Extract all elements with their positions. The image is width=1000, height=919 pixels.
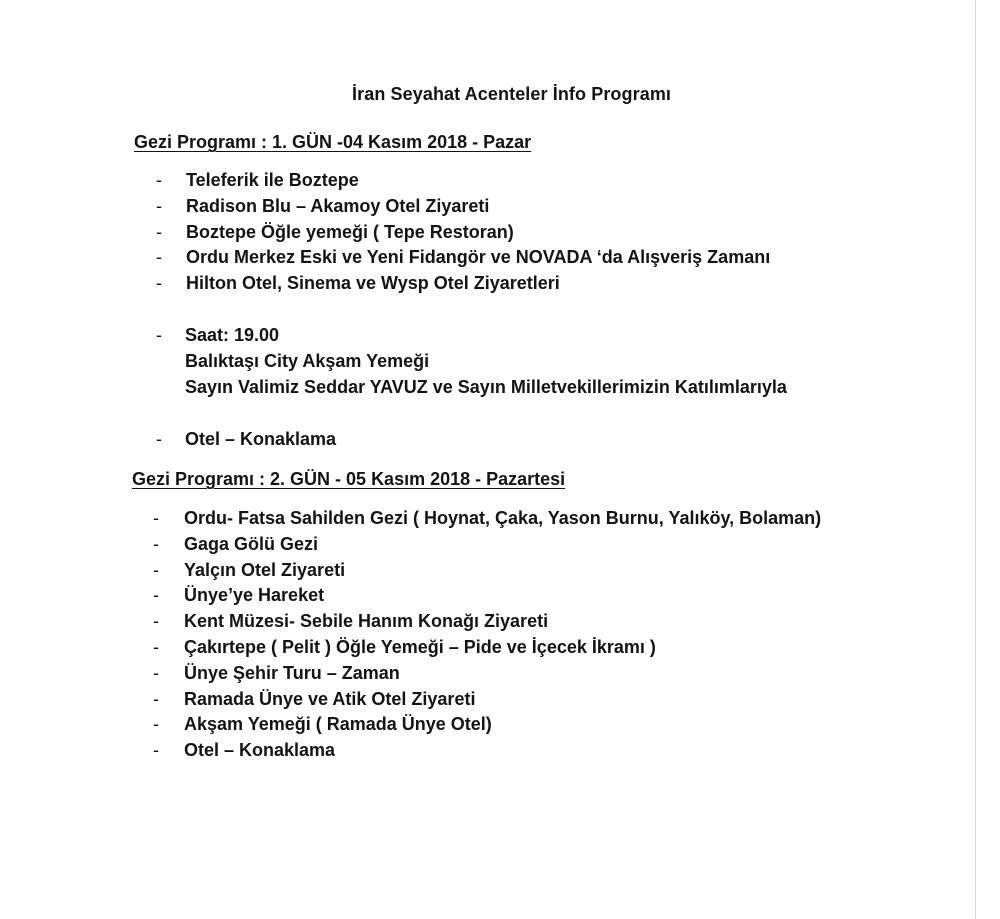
dinner-place-text: Balıktaşı City Akşam Yemeği [185, 350, 430, 371]
dash-bullet: - [153, 688, 159, 709]
document-title: İran Seyahat Acenteler İnfo Programı [352, 84, 672, 104]
scan-edge-line [975, 0, 976, 919]
list-item-text: Hilton Otel, Sinema ve Wysp Otel Ziyaretleri [186, 273, 560, 294]
dinner-time-text: Saat: 19.00 [185, 325, 280, 345]
list-item-text: Yalçın Otel Ziyareti [184, 559, 346, 580]
dash-bullet: - [156, 221, 162, 242]
list-item-text: Kent Müzesi- Sebile Hanım Konağı Ziyareti [184, 611, 549, 632]
dash-bullet: - [153, 533, 159, 554]
day2-heading: Gezi Programı : 2. GÜN - 05 Kasım 2018 - Pazartesi [132, 469, 566, 489]
dash-bullet: - [156, 170, 162, 190]
dash-bullet: - [156, 429, 162, 449]
dash-bullet: - [156, 195, 162, 216]
list-item-text: Radison Blu – Akamoy Otel Ziyareti [186, 195, 490, 216]
list-item-text: Çakırtepe ( Pelit ) Öğle Yemeği – Pide ve İçecek İkramı ) [184, 636, 656, 657]
dash-bullet: - [153, 611, 159, 632]
dash-bullet: - [156, 325, 162, 345]
dash-bullet: - [153, 714, 159, 735]
dash-bullet: - [153, 636, 159, 657]
dash-bullet: - [156, 273, 162, 294]
list-item-text: Ordu Merkez Eski ve Yeni Fidangör ve NOVADA ‘da Alışveriş Zamanı [186, 247, 771, 268]
dinner-note-text: Sayın Valimiz Seddar YAVUZ ve Sayın Milletvekillerimizin Katılımlarıyla [185, 376, 787, 397]
list-item-text: Ramada Ünye ve Atik Otel Ziyareti [184, 688, 476, 709]
list-item-text: Ordu- Fatsa Sahilden Gezi ( Hoynat, Çaka, Yason Burnu, Yalıköy, Bolaman) [184, 508, 822, 528]
list-item-text: Teleferik ile Boztepe [186, 170, 359, 190]
list-item-text: Akşam Yemeği ( Ramada Ünye Otel) [184, 714, 492, 735]
dash-bullet: - [153, 585, 159, 606]
lodging-text: Otel – Konaklama [185, 429, 337, 449]
list-item-text: Ünye Şehir Turu – Zaman [184, 662, 400, 683]
list-item-text: Gaga Gölü Gezi [184, 533, 319, 554]
list-item-text: Ünye’ye Hareket [184, 585, 325, 606]
dash-bullet: - [153, 559, 159, 580]
dash-bullet: - [153, 662, 159, 683]
dash-bullet: - [156, 247, 162, 268]
dash-bullet: - [153, 740, 159, 761]
day1-heading: Gezi Programı : 1. GÜN -04 Kasım 2018 - Pazar [134, 132, 532, 152]
list-item-text: Otel – Konaklama [184, 740, 336, 761]
dash-bullet: - [153, 508, 159, 528]
list-item-text: Boztepe Öğle yemeği ( Tepe Restoran) [186, 221, 514, 242]
